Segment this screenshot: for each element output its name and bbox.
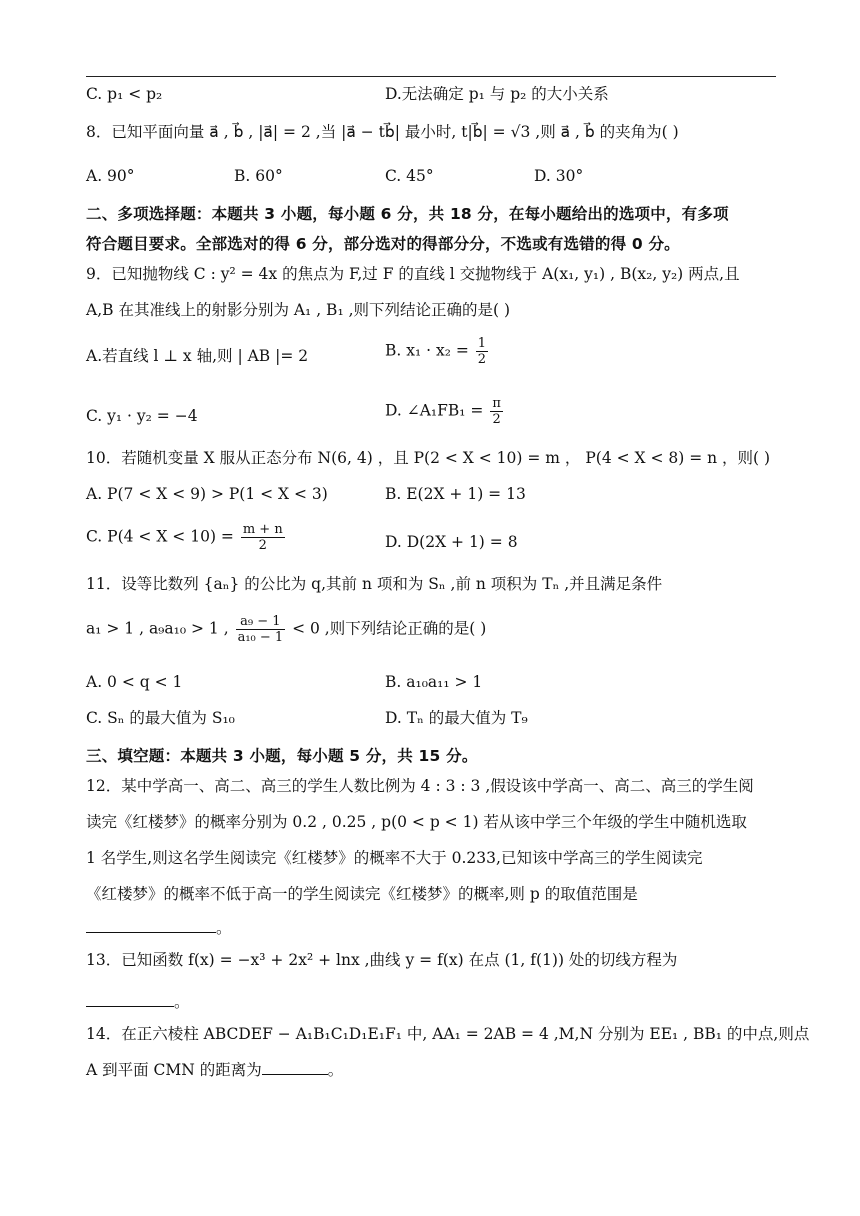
q11-option-a: A. 0 < q < 1	[86, 673, 183, 691]
q8-option-a: A. 90°	[86, 167, 135, 185]
q8-stem: 8．已知平面向量 a⃗ , b⃗ , |a⃗| = 2 ,当 |a⃗ − tb⃗| 最小时, t|b⃗| = √3 ,则 a⃗ , b⃗ 的夹角为( )	[86, 123, 679, 141]
header-rule	[86, 76, 776, 77]
q9-option-b-numerator: 1	[477, 336, 487, 351]
q11-condition-numerator: a₉ − 1	[236, 614, 286, 630]
q9-option-d-fraction	[490, 396, 503, 427]
q9-option-c: C. y₁ · y₂ = −4	[86, 407, 198, 425]
q7-option-d: D.无法确定 p₁ 与 p₂ 的大小关系	[385, 85, 609, 103]
q10-option-b: B. E(2X + 1) = 13	[385, 485, 526, 503]
q12-line4: 《红楼梦》的概率不低于高一的学生阅读完《红楼梦》的概率,则 p 的取值范围是	[86, 885, 638, 903]
q13-answer-blank[interactable]	[86, 992, 174, 1007]
q11-option-b: B. a₁₀a₁₁ > 1	[385, 673, 483, 691]
q12-period: 。	[216, 919, 232, 937]
q8-option-c: C. 45°	[385, 167, 434, 185]
q12-line1: 12．某中学高一、高二、高三的学生人数比例为 4 : 3 : 3 ,假设该中学高一、高二、高三的学生阅	[86, 777, 754, 795]
q14-period: 。	[327, 1061, 344, 1079]
q13-answer-line	[86, 992, 190, 1012]
q12-line2: 读完《红楼梦》的概率分别为 0.2 , 0.25 , p(0 < p < 1) 若从该中学三个年级的学生中随机选取	[86, 813, 747, 831]
q11-option-c: C. Sₙ 的最大值为 S₁₀	[86, 709, 235, 727]
q11-condition-suffix: < 0 ,则下列结论正确的是( )	[292, 619, 487, 638]
q11-option-d: D. Tₙ 的最大值为 T₉	[385, 709, 528, 727]
q10-stem: 10．若随机变量 X 服从正态分布 N(6, 4) ，且 P(2 < X < 10) = m ， P(4 < X < 8) = n ，则( )	[86, 449, 771, 467]
q11-condition-prefix: a₁ > 1 , a₉a₁₀ > 1 ,	[86, 619, 229, 638]
q14-line2	[86, 1060, 343, 1080]
q7-option-c: C. p₁ < p₂	[86, 85, 163, 103]
q9-option-a: A.若直线 l ⊥ x 轴,则 | AB |= 2	[86, 347, 309, 365]
q9-option-d-numerator: π	[492, 396, 501, 411]
q14-line2-prefix: A 到平面 CMN 的距离为	[86, 1061, 262, 1079]
q10-option-d: D. D(2X + 1) = 8	[385, 533, 518, 551]
q13-period: 。	[174, 993, 190, 1011]
q12-line3: 1 名学生,则这名学生阅读完《红楼梦》的概率不大于 0.233,已知该中学高三的学生阅读完	[86, 849, 703, 867]
q10-option-c-fraction	[241, 522, 285, 553]
q9-stem-line2: A,B 在其准线上的射影分别为 A₁ , B₁ ,则下列结论正确的是( )	[86, 301, 511, 319]
q10-option-c-denominator: 2	[258, 538, 267, 553]
q10-option-c	[86, 522, 287, 553]
q10-option-a: A. P(7 < X < 9) > P(1 < X < 3)	[86, 485, 328, 503]
q10-option-c-numerator: m + n	[242, 522, 283, 537]
q12-answer-blank[interactable]	[86, 918, 216, 933]
q11-condition-fraction	[236, 614, 286, 645]
q11-condition	[86, 614, 486, 645]
q9-option-d	[385, 396, 505, 427]
q9-option-b-prefix: B. x₁ · x₂ =	[385, 341, 469, 360]
q11-stem-line1: 11．设等比数列 {aₙ} 的公比为 q,其前 n 项和为 Sₙ ,前 n 项积为 Tₙ ,并且满足条件	[86, 575, 663, 593]
section2-heading-line1: 二、多项选择题：本题共 3 小题，每小题 6 分，共 18 分，在每小题给出的选项中，有多项	[86, 205, 729, 223]
q12-answer-line	[86, 918, 232, 938]
q9-stem-line1: 9．已知抛物线 C : y² = 4x 的焦点为 F,过 F 的直线 l 交抛物线于 A(x₁, y₁) , B(x₂, y₂) 两点,且	[86, 265, 740, 283]
q14-line1: 14．在正六棱柱 ABCDEF − A₁B₁C₁D₁E₁F₁ 中, AA₁ = 2AB = 4 ,M,N 分别为 EE₁ , BB₁ 的中点,则点	[86, 1025, 810, 1043]
q9-option-b-denominator: 2	[477, 352, 487, 367]
q8-option-d: D. 30°	[534, 167, 584, 185]
section2-heading-line2: 符合题目要求。全部选对的得 6 分，部分选对的得部分分，不选或有选错的得 0 分。	[86, 235, 680, 253]
section3-heading: 三、填空题：本题共 3 小题，每小题 5 分，共 15 分。	[86, 747, 478, 765]
q9-option-b-fraction	[476, 336, 488, 367]
q9-option-d-denominator: 2	[492, 412, 501, 427]
q10-option-c-prefix: C. P(4 < X < 10) =	[86, 527, 234, 546]
q13-line1: 13．已知函数 f(x) = −x³ + 2x² + lnx ,曲线 y = f(x) 在点 (1, f(1)) 处的切线方程为	[86, 951, 678, 969]
q14-answer-blank[interactable]	[262, 1060, 328, 1075]
q9-option-d-prefix: D. ∠A₁FB₁ =	[385, 401, 484, 420]
q11-condition-denominator: a₁₀ − 1	[237, 630, 284, 645]
q9-option-b	[385, 336, 490, 367]
q8-option-b: B. 60°	[234, 167, 283, 185]
